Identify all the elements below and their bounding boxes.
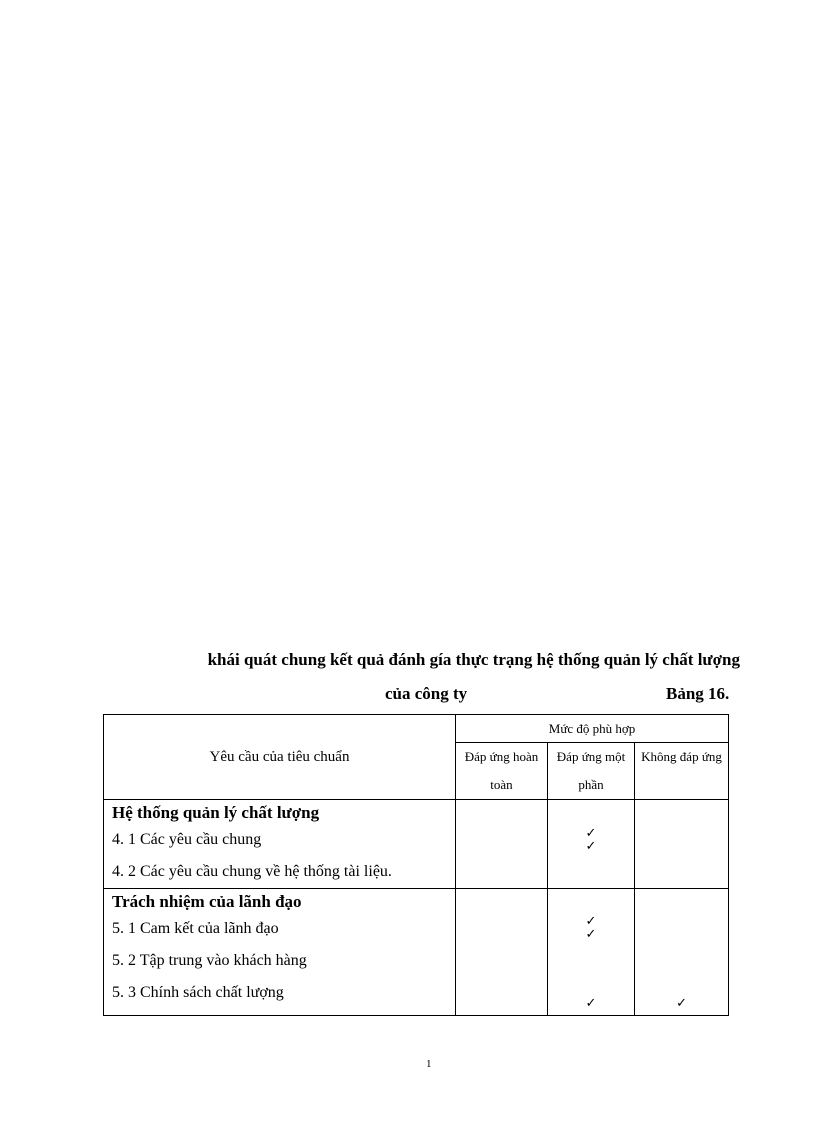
none-cell <box>635 800 729 889</box>
table-title-line-1: khái quát chung kết quả đánh gía thực trạng hệ thống quản lý chất lượng <box>207 650 740 669</box>
requirement-item: 5. 2 Tập trung vào khách hàng <box>112 952 307 969</box>
full-cell <box>456 889 548 1016</box>
requirement-item: 5. 1 Cam kết của lãnh đạo <box>112 920 279 937</box>
partial-cell <box>548 889 635 1016</box>
requirement-group-cell <box>104 889 456 1016</box>
requirement-item: 4. 2 Các yêu cầu chung về hệ thống tài liệu. <box>112 863 392 880</box>
requirement-column-header: Yêu cầu của tiêu chuẩn <box>104 715 456 800</box>
full-cell <box>456 800 548 889</box>
check-icon: ✓ <box>585 996 597 1011</box>
requirement-group-cell <box>104 800 456 889</box>
check-icon: ✓ <box>585 839 597 854</box>
check-icon: ✓ <box>585 927 597 942</box>
page-number: 1 <box>426 1058 432 1070</box>
group-title: Trách nhiệm của lãnh đạo <box>112 892 302 911</box>
table-title-line-2: của công ty <box>385 684 468 703</box>
requirement-item: 4. 1 Các yêu cầu chung <box>112 831 262 848</box>
requirement-item: 5. 3 Chính sách chất lượng <box>112 984 284 1001</box>
table-number-label: Bảng 16. <box>666 684 730 703</box>
table-row <box>104 800 729 889</box>
table-row <box>104 889 729 1016</box>
check-icon: ✓ <box>585 826 597 841</box>
column-header-partial: Đáp ứng một phần <box>548 743 635 800</box>
check-icon: ✓ <box>585 914 597 929</box>
none-cell <box>635 889 729 1016</box>
partial-cell <box>548 800 635 889</box>
assessment-table <box>103 714 729 1016</box>
conformity-level-header: Mức độ phù hợp <box>456 715 729 743</box>
group-title: Hệ thống quản lý chất lượng <box>112 803 320 822</box>
check-icon: ✓ <box>676 996 687 1011</box>
column-header-full: Đáp ứng hoàn toàn <box>456 743 548 800</box>
column-header-none: Không đáp ứng <box>635 743 729 800</box>
